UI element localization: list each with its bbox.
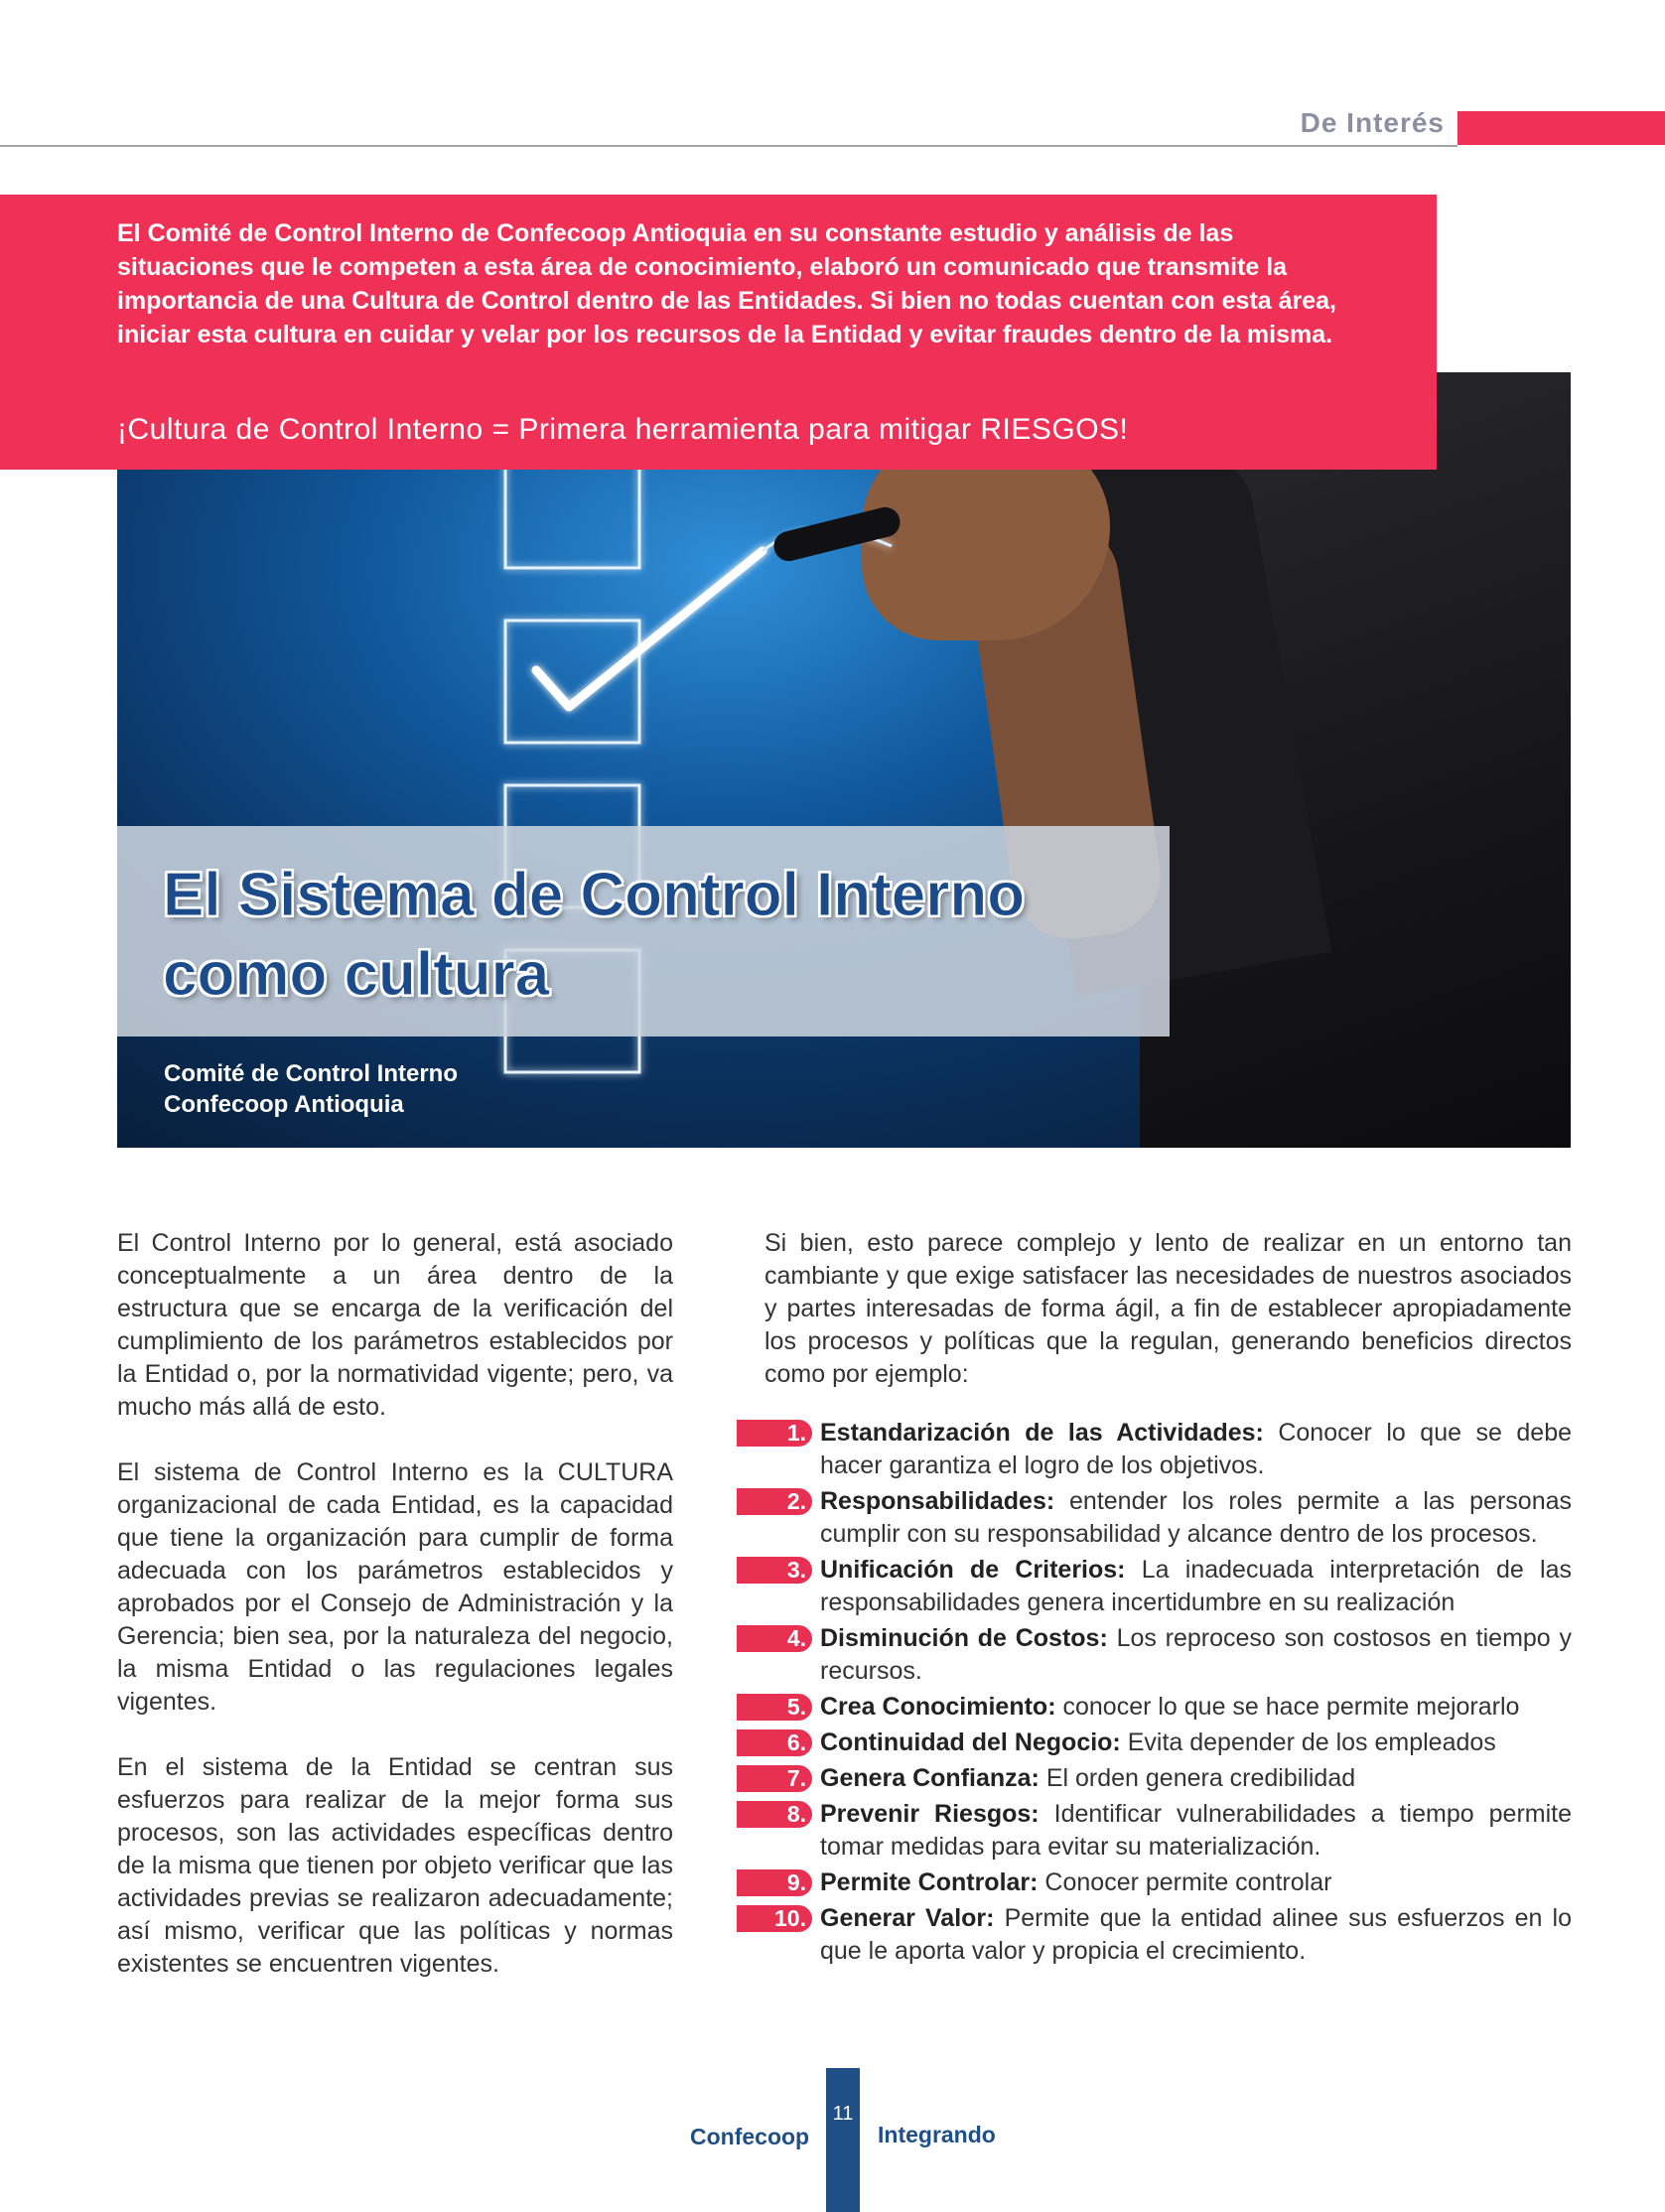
author-line-1: Comité de Control Interno <box>164 1060 458 1087</box>
list-item <box>764 1727 1572 1759</box>
item-title: Permite Controlar: <box>820 1868 1039 1896</box>
footer-publication: Integrando <box>878 2122 996 2147</box>
item-text: entender los roles permite a las personas cumplir con su responsabilidad y alcance dentro de los procesos. <box>820 1487 1572 1548</box>
item-text: Conocer lo que se debe hacer garantiza el logro de los objetivos. <box>820 1419 1572 1479</box>
item-title: Genera Confianza: <box>820 1764 1040 1792</box>
marker-pen-icon <box>770 504 902 565</box>
list-item <box>764 1762 1572 1795</box>
list-item <box>764 1485 1572 1551</box>
title-panel <box>117 826 1170 1037</box>
article-title: El Sistema de Control Interno como cultura <box>163 861 1026 1009</box>
list-item <box>764 1554 1572 1619</box>
item-number-badge: 10. <box>737 1905 812 1932</box>
lead-slogan: ¡Cultura de Control Interno = Primera herramienta para mitigar RIESGOS! <box>117 413 1129 446</box>
item-title: Prevenir Riesgos: <box>820 1800 1040 1828</box>
item-text: Permite que la entidad alinee sus esfuerzos en lo que le aporta valor y propicia el crecimiento. <box>820 1904 1572 1965</box>
list-item <box>764 1622 1572 1688</box>
item-number-badge: 8. <box>737 1801 812 1828</box>
section-tag-bar <box>1457 111 1665 145</box>
list-item <box>764 1902 1572 1968</box>
right-column <box>764 1227 1572 1971</box>
footer-publisher: Confecoop <box>690 2124 810 2149</box>
item-text: Conocer permite controlar <box>1038 1868 1332 1896</box>
item-text: La inadecuada interpretación de las responsabilidades genera incertidumbre en su realización <box>820 1556 1572 1616</box>
item-title: Responsabilidades: <box>820 1487 1055 1515</box>
section-tag: De Interés <box>1300 107 1445 138</box>
author-block <box>164 1058 458 1120</box>
page-number: 11 <box>832 2103 854 2125</box>
list-item <box>764 1417 1572 1482</box>
author-line-2: Confecoop Antioquia <box>164 1091 404 1118</box>
list-item <box>764 1798 1572 1864</box>
list-item <box>764 1866 1572 1899</box>
left-column <box>117 1227 673 2013</box>
header-divider <box>0 145 1457 147</box>
lead-text: El Comité de Control Interno de Confecoop Antioquia en su constante estudio y análisis de las situaciones que le competen a esta área de conocimiento, elaboró un comunicado que transmite la importancia de una Cultura de Control dentro de las Entidades. Si bien no todas cuentan con esta área, iniciar esta cultura en cuidar y velar por los recursos de la Entidad y evitar fraudes dentro de la misma. <box>117 219 1337 348</box>
item-number-badge: 5. <box>737 1694 812 1721</box>
item-text: Evita depender de los empleados <box>1120 1728 1496 1756</box>
item-title: Generar Valor: <box>820 1904 995 1932</box>
item-number-badge: 4. <box>737 1625 812 1652</box>
check-mark-icon <box>536 551 763 707</box>
paragraph-1: El Control Interno por lo general, está asociado conceptualmente a un área dentro de la estructura que se encarga de la verificación del cumplimiento de los parámetros establecidos por la Entidad o, por la normatividad vigente; pero, va mucho más allá de esto. <box>117 1229 673 1421</box>
item-title: Crea Conocimiento: <box>820 1693 1056 1721</box>
benefits-list <box>764 1417 1572 1968</box>
item-title: Disminución de Costos: <box>820 1624 1108 1652</box>
item-text: Los reproceso son costosos en tiempo y recursos. <box>820 1624 1572 1685</box>
item-text: conocer lo que se hace permite mejorarlo <box>1055 1693 1520 1721</box>
item-title: Continuidad del Negocio: <box>820 1728 1121 1756</box>
checkbox-checked-icon <box>505 621 639 743</box>
item-number-badge: 3. <box>737 1557 812 1584</box>
item-number-badge: 9. <box>737 1869 812 1896</box>
item-title: Estandarización de las Actividades: <box>820 1419 1264 1447</box>
list-item <box>764 1691 1572 1724</box>
list-intro: Si bien, esto parece complejo y lento de realizar en un entorno tan cambiante y que exige satisfacer las necesidades de nuestros asociados y partes interesadas de forma ágil, a fin de establecer apropiadamente los procesos y políticas que la regulan, generando beneficios directos como por ejemplo: <box>764 1229 1572 1388</box>
item-title: Unificación de Criterios: <box>820 1556 1126 1584</box>
lead-box <box>0 195 1437 470</box>
item-number-badge: 1. <box>737 1420 812 1447</box>
item-number-badge: 6. <box>737 1729 812 1756</box>
paragraph-3: En el sistema de la Entidad se centran sus esfuerzos para realizar de la mejor forma sus procesos, son las actividades específicas dentro de la misma que tienen por objeto verificar que las actividades previas se realizaron adecuadamente; así mismo, verificar que las políticas y normas existentes se encuentren vigentes. <box>117 1753 673 1978</box>
paragraph-2: El sistema de Control Interno es la CULTURA organizacional de cada Entidad, es la capacidad que tiene la organización para cumplir de forma adecuada con los parámetros establecidos y aprobados por el Consejo de Administración y la Gerencia; bien sea, por la naturaleza del negocio, la misma Entidad o las regulaciones legales vigentes. <box>117 1458 673 1716</box>
item-number-badge: 7. <box>737 1765 812 1792</box>
item-text: Identificar vulnerabilidades a tiempo permite tomar medidas para evitar su materialización. <box>820 1800 1572 1861</box>
item-number-badge: 2. <box>737 1488 812 1515</box>
item-text: El orden genera credibilidad <box>1039 1764 1356 1792</box>
footer-page-bar <box>826 2068 860 2212</box>
